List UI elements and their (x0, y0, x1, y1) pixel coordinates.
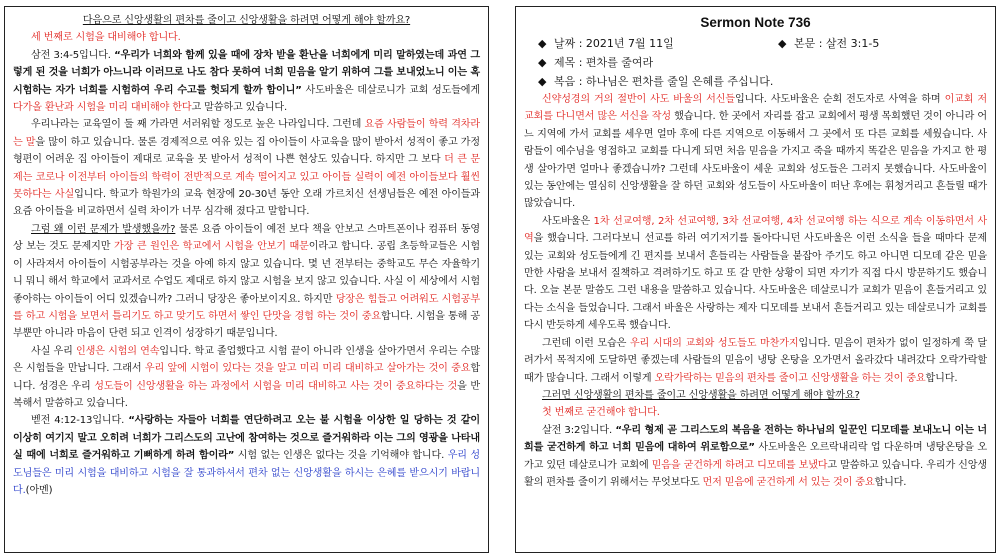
paragraph (13, 47, 480, 117)
paragraph (524, 335, 987, 387)
text-run: “우리가 너희와 함께 있을 때에 장차 받을 환난을 너희에게 미리 말하였는데 과연 그렇게 된 것을 너희가 아느니라 이러므로 나도 참다 못하여 너희 믿음을 알기 위하여 그를 보내었노니 이는 혹 시험하는 자가 너희를 시험하여 우리 수고를 헛되게 할까 함이니” (13, 49, 480, 96)
sermon-note-title: Sermon Note 736 (700, 15, 811, 30)
paragraph (524, 422, 987, 492)
text-run: 신약성경의 거의 절반이 사도 바울의 서신들 (542, 94, 735, 105)
bullet-icon: ◆ (538, 75, 547, 88)
text-run: 우리나라는 교육열이 둘 째 가라면 서러워할 정도로 높은 나라입니다. 그런데 (31, 119, 365, 131)
text-run: 합니다. 시험을 통해 공부뿐만 아니라 마음이 단련 되고 인격이 성장하기 때문입니다. (13, 310, 480, 340)
text-run: 합니다. 성경은 우리 (13, 363, 480, 392)
text-run: 살전 3:2입니다. (542, 424, 616, 436)
text-run: (아멘) (25, 484, 53, 496)
text-run: 요즘 사람들이 학력 격차라는 말 (13, 119, 480, 148)
left-document-page (4, 6, 489, 553)
text-run: 사실 우리 (31, 345, 76, 357)
text-run: 을 많이 하고 있습니다. 물론 경제적으로 여유 있는 집 아이들이 사교육을 많이 받아서 성적이 좋고 가정 형편이 어려운 집 아이들이 제대로 교육을 못 받아서 성적이 나쁜 현상도 있습니다. 하지만 그 보다 (13, 136, 480, 166)
text-run: 고 말씀하고 있습니다. (191, 102, 288, 114)
bullet-icon: ◆ (778, 37, 787, 50)
gospel-field (524, 72, 987, 91)
text-run: 당장은 힘들고 어려워도 시험공부를 하고 시험을 보면서 틀리기도 하고 맞기도 하면서 쌓인 단맛을 경험 하는 것이 중요 (13, 293, 480, 322)
paragraph (524, 91, 987, 213)
right-document-page (515, 6, 996, 553)
text-run: “사랑하는 자들아 너희를 연단하려고 오는 불 시험을 이상한 일 당하는 것 같이 이상히 여기지 말고 오히려 너희가 그리스도의 고난에 참여하는 것으로 즐거워하라 이는 그의 영광을 나타내실 때에 너희로 즐거워하고 기뻐하게 하려 함이라” (13, 415, 481, 462)
bullet-icon: ◆ (538, 37, 547, 50)
paragraph (524, 213, 987, 335)
text-run: 믿음을 굳건하게 하려고 디모데를 보냈다 (651, 459, 828, 471)
text-run: 입니다. 사도바울은 순회 전도자로 사역을 하며 (734, 94, 945, 105)
scripture-label: 본문 : 살전 3:1-5 (793, 37, 880, 50)
sermon-title-field (524, 53, 987, 72)
paragraph (13, 221, 480, 343)
text-run: 사도바울은 데살로니가 교회 성도들에게 (301, 84, 480, 96)
text-run: 이교회 저 교회를 다니면서 많은 서신을 작성 (524, 94, 987, 123)
date-label: 날짜 : 2021년 7월 11일 (553, 37, 674, 50)
gospel-label: 복음 : 하나님은 편차를 줄일 은혜를 주십니다. (553, 75, 774, 88)
date-field (538, 34, 778, 53)
text-run: 합니다. (874, 476, 907, 488)
paragraph (13, 343, 480, 413)
section-heading: 그러면 신앙생활의 편차를 줄이고 신앙생활을 하려면 어떻게 해야 할까요? (542, 389, 860, 401)
bullet-icon: ◆ (538, 56, 547, 69)
text-run: 먼저 믿음에 굳건하게 서 있는 것이 중요 (702, 476, 875, 488)
text-run: 벧전 4:12-13입니다. (31, 415, 129, 427)
text-run: 그런데 이런 모습은 (542, 337, 630, 349)
section-point: 첫 번째로 굳건해야 합니다. (542, 407, 660, 419)
text-run: 입니다. 믿음이 편차가 없이 일정하게 쭉 달려가서 목적지에 도달하면 좋겠는데 사람들의 믿음이 냉탕 온탕을 오가면서 올라갔다 내려갔다 오락가락할 때가 많습니다. 그래서 이렇게 (524, 337, 988, 384)
text-run: 가장 큰 원인은 학교에서 시험을 안보기 때문 (114, 241, 309, 253)
text-run: 성도들이 신앙생활을 하는 과정에서 시험을 미리 대비하고 사는 것이 중요하다는 것 (94, 380, 458, 392)
text-run: 이라고 합니다. 공립 초등학교들은 시험이 사라져서 아이들이 시험공부라는 것을 아예 하지 않고 있습니다. 몇 년 전부터는 중학교도 무슨 자율학기니 뭐니 해서 학교에서 교과서로 수업도 제대로 하지 않고 시험을 보지 않고 있습니다. 사실 이 세상에서 시험 좋아하는 아이들이 어디 있겠습니까? 그러니 당장은 좋아보이지요. 하지만 (13, 241, 481, 305)
text-run: 고 말씀하고 있습니다. 우리가 신앙생활의 편차를 줄이기 위해서는 무엇보다도 (524, 459, 987, 488)
text-run: 사도바울은 (542, 215, 594, 227)
paragraph (13, 116, 480, 220)
text-run: 더 큰 문제는 코로나 이전부터 아이들의 학력이 전반적으로 계속 떨어지고 있고 아이들 실력이 예전 아이들보다 훨씬 못하다는 사실 (13, 154, 481, 201)
text-run: 우리 시대의 교회와 성도들도 마찬가지 (629, 337, 799, 349)
text-run: 합니다. (925, 372, 958, 384)
text-run: 사도바울은 오르락내리락 업 다운하며 냉탕온탕을 오가고 있던 데살로니가 교회에 (524, 442, 987, 471)
text-run: 을 반복해서 말씀하고 있습니다. (13, 380, 480, 409)
text-run: 오락가락하는 믿음의 편차를 줄이고 신앙생활을 하는 것이 중요 (654, 372, 926, 384)
text-run: 다가올 환난과 시험을 미리 대비해야 한다 (13, 102, 192, 114)
paragraph (13, 412, 480, 499)
section-heading: 다음으로 신앙생활의 편차를 줄이고 신앙생활을 하려면 어떻게 해야 할까요? (82, 15, 411, 26)
scripture-field (778, 34, 879, 53)
sermon-title-label: 제목 : 편차를 줄여라 (553, 56, 654, 69)
text-run: 그럼 왜 이런 문제가 발생했을까? (31, 223, 176, 235)
section-point: 세 번째로 시험을 대비해야 합니다. (31, 32, 181, 44)
text-run: 을 했습니다. 그러다보니 선교를 하러 여기저기를 돌아다니던 사도바울은 이런 소식을 들을 때마다 문제 있는 교회와 성도들에게 긴 편지를 보내서 흔들리는 사람들을 붙잡아 주기도 하고 아니면 디모데 같은 믿을 만한 사람을 보내서 질책하고 격려하기도 하고 또 갈 만한 상황이 되면 자기가 직접 다시 방문하기도 했습니다. 오늘 본문 말씀도 그런 내용을 말씀하고 있습니다. 사도바울은 데살로니가 교회가 믿음이 흔들거리고 있다는 소식을 들었습니다. 그래서 바울은 사랑하는 제자 디모데를 보내서 흔들거리고 있는 데살로니가 교회를 다시 반듯하게 세우도록 했습니다. (524, 233, 987, 332)
text-run: 우리 앞에 시험이 있다는 것을 알고 미리 미리 대비하고 살아가는 것이 중요 (144, 363, 471, 375)
text-run: 입니다. 학교가 학원가의 교육 현장에 20-30년 동안 오래 가르치신 선생님들은 예전 아이들과 요즘 아이들을 비교하면서 실력 차이가 너무 심각해 졌다고 말합니다. (13, 189, 480, 218)
text-run: 했습니다. 한 곳에서 자리를 잡고 교회에서 평생 목회했던 것이 아니라 어느 지역에 가서 교회를 세우면 얼마 후에 다른 지역으로 이동해서 그 곳에서 또 다른 교회를 세웠습니다. 사람들이 예수님을 영접하고 교회를 다니게 되면 처음 믿음을 가지고 죽을 때까지 똑같은 믿음을 가지고 한 평생 살아가면 얼마나 좋겠습니까? 그런데 사도바울이 세운 교회와 성도들은 그러지 못했습니다. 사도바울이 있는 동안에는 열심히 신앙생활을 잘 하던 교회와 성도들이 사도바울이 떠난 후에는 휘청거리고 흔들릴 때가 많았습니다. (524, 111, 987, 210)
text-run: 시험 없는 인생은 없다는 것을 기억해야 합니다. (234, 450, 448, 462)
text-run: 삼전 3:4-5입니다. (31, 49, 115, 61)
meta-row-date-text (524, 34, 987, 53)
text-run: 1차 선교여행, 2차 선교여행, 3차 선교여행, 4차 선교여행 하는 식으로 계속 이동하면서 사역 (524, 215, 987, 245)
text-run: “우리 형제 곧 그리스도의 복음을 전하는 하나님의 일꾼인 디모데를 보내노니 이는 너희를 굳건하게 하고 너희 믿음에 대하여 위로함으로” (524, 424, 988, 454)
text-run: 입니다. 학교 졸업했다고 시험 끝이 아니라 인생을 살아가면서 우리는 수많은 시험들을 만납니다. 그래서 (13, 345, 480, 375)
text-run: 우리 성도님들은 미리 시험을 대비하고 시험을 잘 통과하셔서 편차 없는 신앙생활을 하시는 은혜를 받으시기 바랍니다. (13, 450, 480, 496)
text-run: 물론 요즘 아이들이 예전 보다 책을 안보고 스마트폰이나 컴퓨터 동영상 보는 것도 문제지만 (13, 223, 481, 253)
text-run: 인생은 시험의 연속 (75, 345, 160, 357)
